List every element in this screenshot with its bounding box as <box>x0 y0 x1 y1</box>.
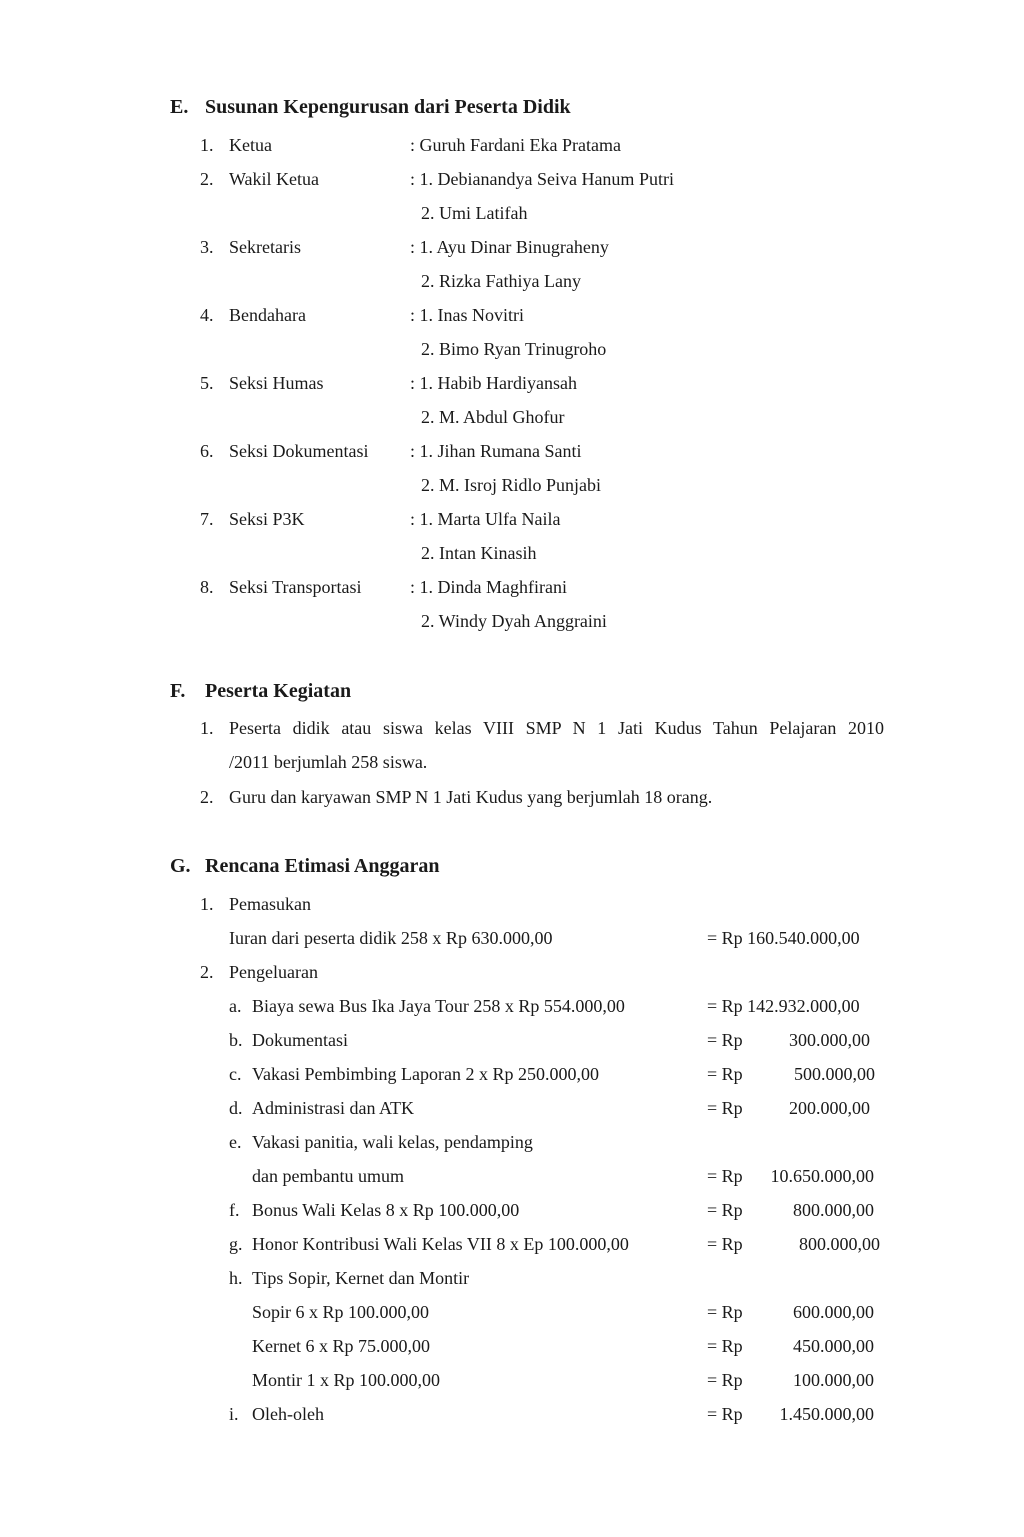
section-g-letter: G. <box>170 855 191 877</box>
role-member: 2. Rizka Fathiya Lany <box>421 271 581 291</box>
budget-number: 2. <box>200 962 214 982</box>
role-member: 2. Bimo Ryan Trinugroho <box>421 339 607 359</box>
role-label: Seksi Dokumentasi <box>229 441 369 461</box>
role-number: 4. <box>200 305 214 325</box>
role-number: 7. <box>200 509 214 529</box>
role-number: 8. <box>200 577 214 597</box>
role-label: Seksi Humas <box>229 373 324 393</box>
role-number: 6. <box>200 441 214 461</box>
role-member: : 1. Marta Ulfa Naila <box>410 509 561 529</box>
role-member: : 1. Inas Novitri <box>410 305 524 325</box>
section-f-title: Peserta Kegiatan <box>205 680 352 702</box>
role-member: 2. M. Abdul Ghofur <box>421 407 565 427</box>
participant-number: 2. <box>200 787 214 807</box>
expense-letter: i. <box>229 1404 239 1424</box>
participant-text: Guru dan karyawan SMP N 1 Jati Kudus yang berjumlah 18 orang. <box>229 787 713 807</box>
expense-description: Bonus Wali Kelas 8 x Rp 100.000,00 <box>252 1200 520 1220</box>
role-member: : 1. Debianandya Seiva Hanum Putri <box>410 169 674 189</box>
role-number: 5. <box>200 373 214 393</box>
expense-description: Administrasi dan ATK <box>252 1098 414 1118</box>
expense-amount: 100.000,00 <box>793 1370 874 1390</box>
currency-label: = Rp <box>707 1404 743 1424</box>
expense-letter: b. <box>229 1030 243 1050</box>
expense-letter: h. <box>229 1268 243 1288</box>
expense-description: Tips Sopir, Kernet dan Montir <box>252 1268 470 1288</box>
role-label: Seksi P3K <box>229 509 305 529</box>
expense-amount: 500.000,00 <box>794 1064 875 1084</box>
expense-amount: 200.000,00 <box>789 1098 870 1118</box>
section-f-letter: F. <box>170 680 186 702</box>
expense-amount: 450.000,00 <box>793 1336 874 1356</box>
participant-number: 1. <box>200 718 214 738</box>
role-number: 1. <box>200 135 214 155</box>
currency-label: = Rp <box>707 1166 743 1186</box>
role-member: 2. M. Isroj Ridlo Punjabi <box>421 475 602 495</box>
income-heading: Pemasukan <box>229 894 311 914</box>
expense-description: dan pembantu umum <box>252 1166 404 1186</box>
currency-label: = Rp <box>707 1064 743 1084</box>
role-number: 2. <box>200 169 214 189</box>
role-member: : Guruh Fardani Eka Pratama <box>410 135 621 155</box>
expense-amount: 800.000,00 <box>799 1234 880 1254</box>
currency-label: = Rp <box>707 1302 743 1322</box>
expense-amount: 800.000,00 <box>793 1200 874 1220</box>
expense-amount: = Rp 142.932.000,00 <box>707 996 860 1016</box>
section-e-letter: E. <box>170 96 189 118</box>
currency-label: = Rp <box>707 1370 743 1390</box>
role-label: Sekretaris <box>229 237 301 257</box>
expense-letter: d. <box>229 1098 243 1118</box>
role-member: : 1. Jihan Rumana Santi <box>410 441 582 461</box>
role-member: : 1. Ayu Dinar Binugraheny <box>410 237 609 257</box>
expense-heading: Pengeluaran <box>229 962 318 982</box>
participant-text: Peserta didik atau siswa kelas VIII SMP N 1 Jati Kudus Tahun Pelajaran 2010 <box>229 718 884 738</box>
role-number: 3. <box>200 237 214 257</box>
expense-amount: 1.450.000,00 <box>779 1404 874 1424</box>
expense-description: Vakasi Pembimbing Laporan 2 x Rp 250.000,00 <box>252 1064 599 1084</box>
section-e-title: Susunan Kepengurusan dari Peserta Didik <box>205 96 571 118</box>
role-member: 2. Umi Latifah <box>421 203 528 223</box>
expense-letter: e. <box>229 1132 242 1152</box>
expense-sub-description: Kernet 6 x Rp 75.000,00 <box>252 1336 430 1356</box>
currency-label: = Rp <box>707 1336 743 1356</box>
role-label: Bendahara <box>229 305 306 325</box>
role-member: 2. Windy Dyah Anggraini <box>421 611 607 631</box>
currency-label: = Rp <box>707 1098 743 1118</box>
expense-letter: a. <box>229 996 242 1016</box>
role-member: : 1. Dinda Maghfirani <box>410 577 567 597</box>
expense-letter: c. <box>229 1064 242 1084</box>
currency-label: = Rp <box>707 1030 743 1050</box>
expense-sub-description: Sopir 6 x Rp 100.000,00 <box>252 1302 430 1322</box>
section-g-title: Rencana Etimasi Anggaran <box>205 855 440 877</box>
expense-letter: f. <box>229 1200 240 1220</box>
expense-amount: 600.000,00 <box>793 1302 874 1322</box>
role-label: Seksi Transportasi <box>229 577 362 597</box>
participant-text: /2011 berjumlah 258 siswa. <box>229 752 428 772</box>
role-member: : 1. Habib Hardiyansah <box>410 373 577 393</box>
expense-amount: 300.000,00 <box>789 1030 870 1050</box>
income-description: Iuran dari peserta didik 258 x Rp 630.000,00 <box>229 928 553 948</box>
expense-amount: 10.650.000,00 <box>770 1166 874 1186</box>
currency-label: = Rp <box>707 1200 743 1220</box>
expense-description: Vakasi panitia, wali kelas, pendamping <box>252 1132 533 1152</box>
expense-description: Oleh-oleh <box>252 1404 324 1424</box>
budget-number: 1. <box>200 894 214 914</box>
currency-label: = Rp <box>707 1234 743 1254</box>
expense-description: Honor Kontribusi Wali Kelas VII 8 x Ep 100.000,00 <box>252 1234 629 1254</box>
expense-description: Dokumentasi <box>252 1030 348 1050</box>
expense-description: Biaya sewa Bus Ika Jaya Tour 258 x Rp 554.000,00 <box>252 996 625 1016</box>
role-label: Ketua <box>229 135 272 155</box>
expense-sub-description: Montir 1 x Rp 100.000,00 <box>252 1370 441 1390</box>
role-member: 2. Intan Kinasih <box>421 543 537 563</box>
role-label: Wakil Ketua <box>229 169 320 189</box>
expense-letter: g. <box>229 1234 243 1254</box>
income-amount: = Rp 160.540.000,00 <box>707 928 860 948</box>
